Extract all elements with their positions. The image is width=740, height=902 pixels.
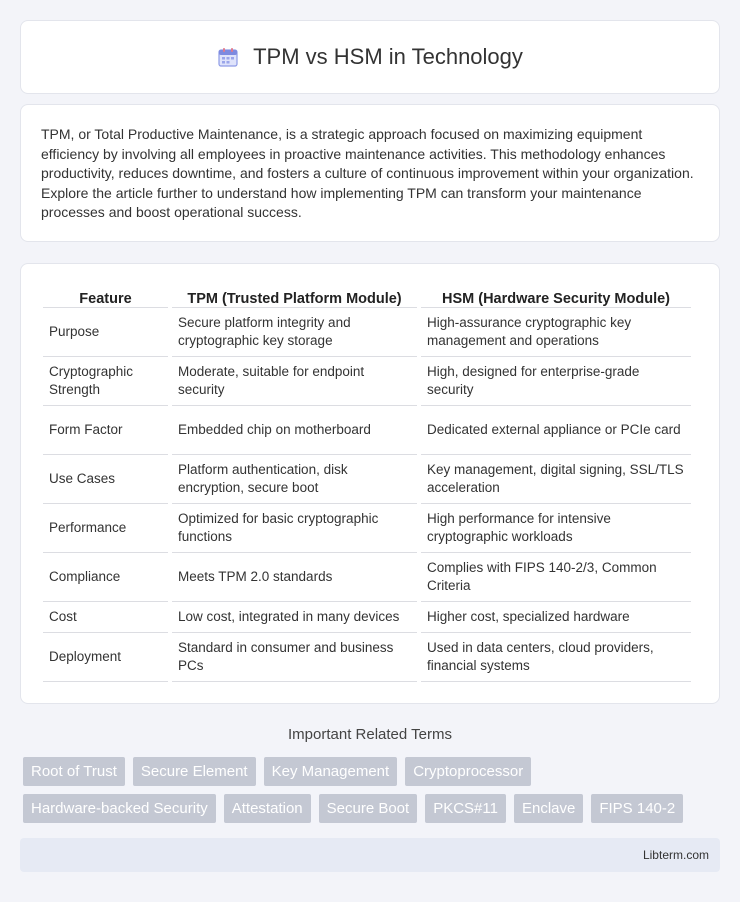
tpm-cell: Optimized for basic cryptographic functions (172, 504, 417, 553)
tag-secure-element[interactable]: Secure Element (133, 757, 256, 786)
tpm-cell: Embedded chip on motherboard (172, 406, 417, 455)
feature-cell: Purpose (43, 308, 168, 357)
intro-card (20, 104, 720, 242)
table-row (43, 553, 691, 602)
tag-secure-boot[interactable]: Secure Boot (319, 794, 418, 823)
tpm-cell: Standard in consumer and business PCs (172, 633, 417, 682)
tag-attestation[interactable]: Attestation (224, 794, 311, 823)
tpm-cell: Platform authentication, disk encryption, secure boot (172, 455, 417, 504)
tag-hardware-backed-security[interactable]: Hardware-backed Security (23, 794, 216, 823)
tag-fips-140-2[interactable]: FIPS 140-2 (591, 794, 683, 823)
table-header-row (43, 282, 691, 308)
feature-cell: Cost (43, 602, 168, 633)
calendar-icon (217, 46, 239, 68)
tag-row (23, 794, 723, 823)
comparison-table-card (20, 263, 720, 704)
hsm-cell: Complies with FIPS 140-2/3, Common Criteria (421, 553, 691, 602)
table-row (43, 504, 691, 553)
feature-cell: Form Factor (43, 406, 168, 455)
feature-cell: Performance (43, 504, 168, 553)
header-hsm: HSM (Hardware Security Module) (421, 282, 691, 308)
tpm-cell: Secure platform integrity and cryptographic key storage (172, 308, 417, 357)
tpm-cell: Moderate, suitable for endpoint security (172, 357, 417, 406)
hsm-cell: High performance for intensive cryptographic workloads (421, 504, 691, 553)
intro-text: TPM, or Total Productive Maintenance, is a strategic approach focused on maximizing equipment efficiency by involving all employees in proactive maintenance activities. This methodology enhances productivity, reduces downtime, and fosters a culture of continuous improvement within your organization. Explore the article further to understand how implementing TPM can transform your maintenance processes and boost operational success. (41, 126, 694, 220)
table-row (43, 633, 691, 682)
hsm-cell: High, designed for enterprise-grade security (421, 357, 691, 406)
tag-enclave[interactable]: Enclave (514, 794, 583, 823)
title-card (20, 20, 720, 94)
hsm-cell: Dedicated external appliance or PCIe card (421, 406, 691, 455)
feature-cell: Use Cases (43, 455, 168, 504)
footer (20, 838, 720, 872)
tag-root-of-trust[interactable]: Root of Trust (23, 757, 125, 786)
tpm-cell: Low cost, integrated in many devices (172, 602, 417, 633)
table-row (43, 455, 691, 504)
tag-key-management[interactable]: Key Management (264, 757, 398, 786)
hsm-cell: Key management, digital signing, SSL/TLS acceleration (421, 455, 691, 504)
tpm-cell: Meets TPM 2.0 standards (172, 553, 417, 602)
page-title: TPM vs HSM in Technology (253, 44, 523, 69)
comparison-table (39, 282, 695, 682)
related-terms (23, 757, 723, 831)
hsm-cell: Higher cost, specialized hardware (421, 602, 691, 633)
header-feature: Feature (43, 282, 168, 308)
feature-cell: Cryptographic Strength (43, 357, 168, 406)
table-row (43, 602, 691, 633)
tag-row (23, 757, 723, 786)
tag-pkcs11[interactable]: PKCS#11 (425, 794, 506, 823)
feature-cell: Compliance (43, 553, 168, 602)
feature-cell: Deployment (43, 633, 168, 682)
hsm-cell: High-assurance cryptographic key management and operations (421, 308, 691, 357)
related-terms-title: Important Related Terms (288, 726, 452, 743)
footer-site-link[interactable]: Libterm.com (642, 848, 709, 862)
tag-cryptoprocessor[interactable]: Cryptoprocessor (405, 757, 531, 786)
table-row (43, 308, 691, 357)
header-tpm: TPM (Trusted Platform Module) (172, 282, 417, 308)
table-row (43, 357, 691, 406)
table-row (43, 406, 691, 455)
hsm-cell: Used in data centers, cloud providers, financial systems (421, 633, 691, 682)
